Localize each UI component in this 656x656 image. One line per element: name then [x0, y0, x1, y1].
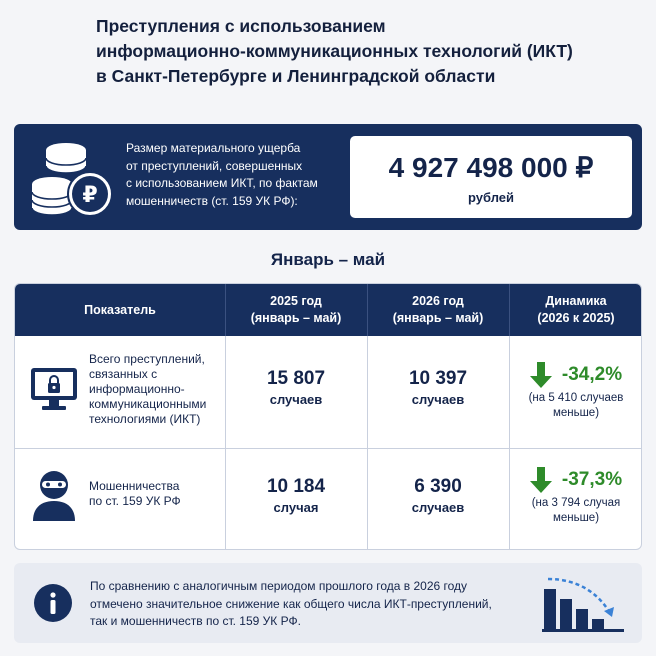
arrow-down-icon: [530, 467, 552, 493]
dynamics-cell: -34,2% (на 5 410 случаев меньше): [528, 364, 624, 419]
header-dynamics: Динамика (2026 к 2025): [537, 294, 615, 325]
header-divider: [225, 284, 226, 336]
damage-amount-box: [350, 136, 632, 218]
dynamics-cell: -37,3% (на 3 794 случая меньше): [531, 469, 623, 524]
row-label: Мошенничества по ст. 159 УК РФ: [89, 479, 181, 508]
title-line-1: Преступления с использованием: [96, 16, 386, 36]
arrow-down-icon: [530, 362, 552, 388]
header-divider: [367, 284, 368, 336]
table-header: [15, 284, 642, 336]
header-indicator: Показатель: [84, 302, 156, 317]
title-line-2: информационно-коммуникационных технологий (ИКТ): [96, 41, 573, 61]
header-divider: [509, 284, 510, 336]
info-icon: [34, 584, 72, 622]
info-text: По сравнению с аналогичным периодом прошлого года в 2026 году отмечено значительное снижение как общего числа ИКТ-преступлений, так и мошенничеств по ст. 159 УК РФ.: [90, 579, 492, 628]
header-2025: 2025 год (январь – май): [250, 294, 342, 325]
table-row: [15, 336, 642, 448]
page-title: [96, 14, 646, 89]
value-2025: 10 184 случая: [266, 476, 326, 515]
declining-bars-icon: [538, 573, 628, 633]
coins-ruble-icon: [28, 136, 120, 220]
header-2026: 2026 год (январь – май): [392, 294, 484, 325]
value-2026: 10 397 случаев: [408, 368, 468, 407]
info-panel: [14, 563, 642, 643]
damage-amount: 4 927 498 000 ₽: [388, 152, 594, 183]
period-heading: Январь – май: [270, 250, 386, 269]
damage-banner: [14, 124, 642, 230]
damage-amount-unit: рублей: [467, 190, 514, 205]
row-label: Всего преступлений, связанных с информационно- коммуникационными технологиями (ИКТ): [89, 352, 207, 426]
stats-table: [14, 283, 642, 550]
value-2026: 6 390 случаев: [411, 476, 465, 515]
title-line-3: в Санкт-Петербурге и Ленинградской области: [96, 66, 496, 86]
value-2025: 15 807 случаев: [266, 368, 326, 407]
masked-person-icon: [31, 469, 77, 521]
damage-description: Размер материального ущерба от преступлений, совершенных с использованием ИКТ, по фактам мошенничеств (ст. 159 УК РФ):: [126, 141, 318, 208]
table-row: [15, 449, 642, 550]
computer-lock-icon: [29, 366, 79, 414]
svg-text:₽: ₽: [82, 183, 98, 208]
